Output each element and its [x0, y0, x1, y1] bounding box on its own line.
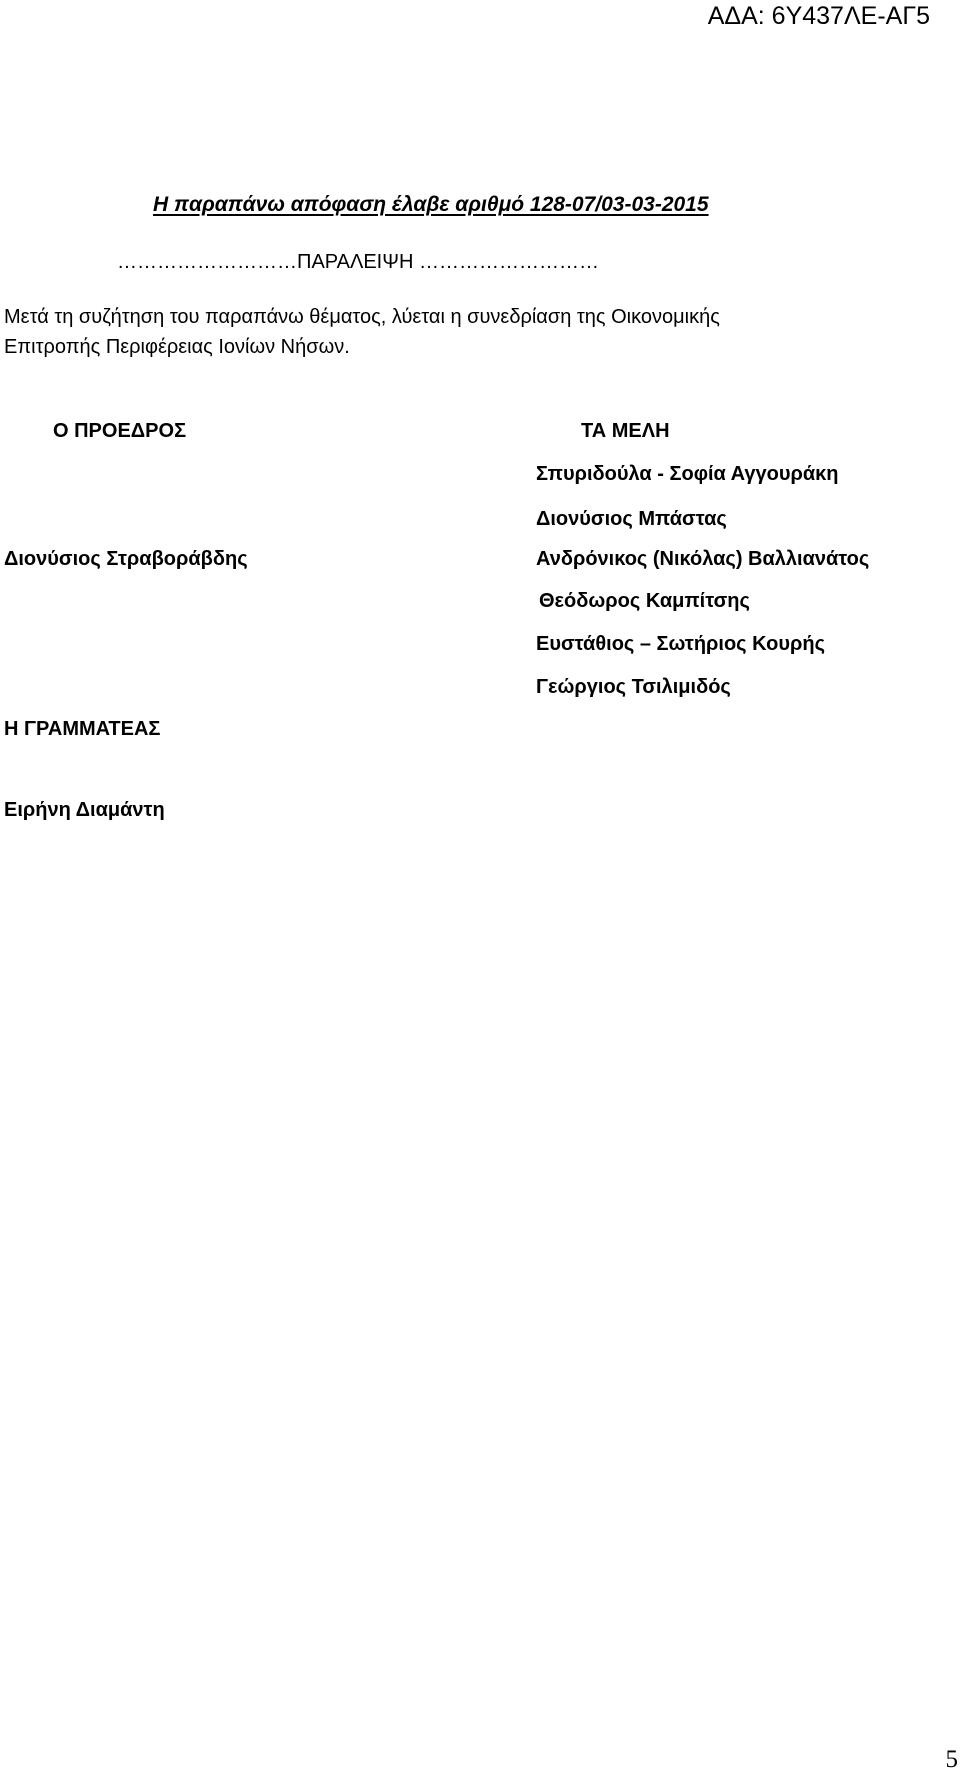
member-name: Γεώργιος Τσιλιμιδός	[536, 676, 731, 698]
closing-paragraph	[4, 302, 954, 362]
member-name: Ανδρόνικος (Νικόλας) Βαλλιανάτος	[536, 548, 870, 570]
decision-number-line: Η παραπάνω απόφαση έλαβε αριθμό 128-07/03-03-2015	[153, 193, 709, 216]
secretary-title: Η ΓΡΑΜΜΑΤΕΑΣ	[4, 718, 161, 740]
page-number: 5	[945, 1746, 958, 1773]
ada-code: ΑΔΑ: 6Υ437ΛΕ-ΑΓ5	[707, 2, 930, 30]
member-name: Ευστάθιος – Σωτήριος Κουρής	[536, 633, 825, 655]
secretary-name: Ειρήνη Διαμάντη	[4, 799, 165, 821]
president-name: Διονύσιος Στραβοράβδης	[4, 548, 248, 570]
closing-paragraph-line-2: Επιτροπής Περιφέρειας Ιονίων Νήσων.	[4, 336, 350, 358]
member-name: Θεόδωρος Καμπίτσης	[539, 590, 750, 612]
members-title: ΤΑ ΜΕΛΗ	[581, 420, 670, 442]
member-name: Διονύσιος Μπάστας	[536, 508, 727, 530]
member-name: Σπυριδούλα - Σοφία Αγγουράκη	[536, 463, 839, 485]
president-title: Ο ΠΡΟΕΔΡΟΣ	[53, 420, 187, 442]
closing-paragraph-line-1: Μετά τη συζήτηση του παραπάνω θέματος, λύεται η συνεδρίαση της Οικονομικής	[4, 306, 720, 328]
omission-line: ………………………ΠΑΡΑΛΕΙΨΗ ………………………	[117, 251, 599, 273]
